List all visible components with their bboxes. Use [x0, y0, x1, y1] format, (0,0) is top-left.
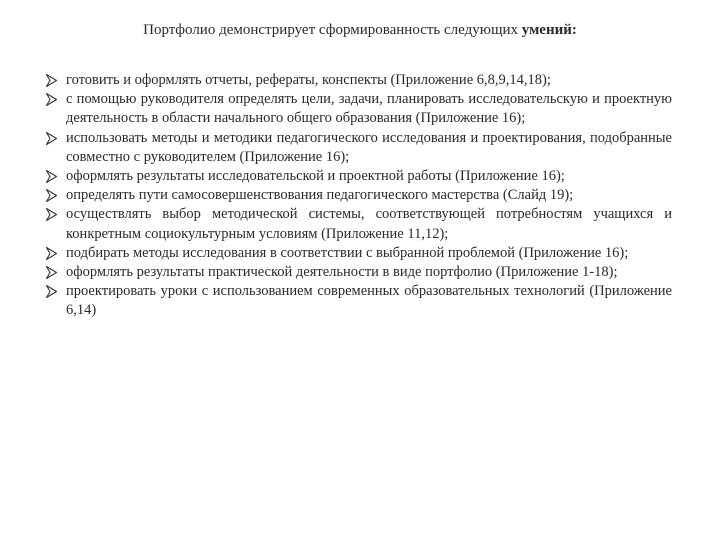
arrowhead-check-bullet-icon — [46, 208, 57, 221]
list-item — [46, 205, 672, 243]
arrowhead-check-bullet-icon — [46, 285, 57, 298]
list-item-text: готовить и оформлять отчеты, рефераты, конспекты (Приложение 6,8,9,14,18); — [66, 72, 551, 88]
list-item — [46, 186, 672, 205]
heading-emphasis: умений: — [521, 22, 577, 38]
list-item-text: использовать методы и методики педагогического исследования и проектирования, подобранные совместно с руководителем (Приложение 16); — [66, 129, 672, 165]
list-item — [46, 244, 672, 263]
list-item-text: проектировать уроки с использованием современных образовательных технологий (Приложение 6,14) — [66, 283, 672, 319]
list-item-text: определять пути самосовершенствования педагогического мастерства (Слайд 19); — [66, 187, 574, 204]
arrowhead-check-bullet-icon — [46, 132, 57, 145]
slide-heading — [0, 20, 720, 40]
list-item-text: оформлять результаты практической деятельности в виде портфолио (Приложение 1-18); — [66, 264, 618, 281]
heading-text: Портфолио демонстрирует сформированность следующих — [143, 22, 522, 38]
list-item — [46, 263, 672, 282]
list-item-text: подбирать методы исследования в соответствии с выбранной проблемой (Приложение 16); — [66, 244, 629, 261]
list-item-text: оформлять результаты исследовательской и проектной работы (Приложение 16); — [66, 168, 565, 185]
arrowhead-check-bullet-icon — [46, 189, 57, 202]
arrowhead-check-bullet-icon — [46, 93, 57, 106]
arrowhead-check-bullet-icon — [46, 170, 57, 183]
arrowhead-check-bullet-icon — [46, 74, 57, 87]
list-item — [46, 167, 672, 186]
arrowhead-check-bullet-icon — [46, 266, 57, 279]
list-item — [46, 71, 672, 90]
arrowhead-check-bullet-icon — [46, 247, 57, 260]
list-item — [46, 282, 672, 320]
list-item — [46, 129, 672, 167]
list-item — [46, 90, 672, 128]
skills-list — [46, 71, 672, 321]
list-item-text: с помощью руководителя определять цели, задачи, планировать исследовательскую и проектную деятельность в области начального общего образования (Приложение 16); — [66, 91, 672, 127]
list-item-text: осуществлять выбор методической системы, соответствующей потребностям учащихся и конкретным социокультурным условиям (Приложение 11,12); — [66, 206, 672, 242]
